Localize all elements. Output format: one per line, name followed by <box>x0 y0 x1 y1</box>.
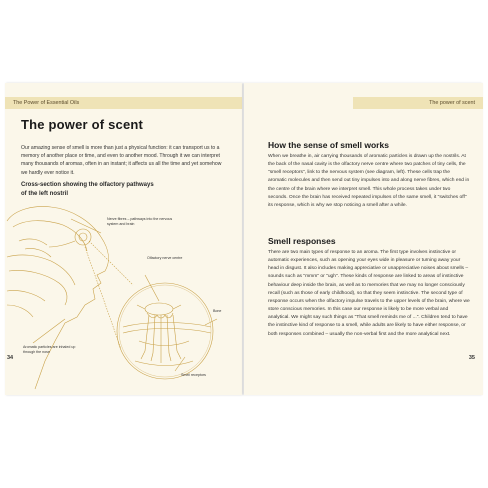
page-number-right: 35 <box>468 355 475 361</box>
right-running-header: The power of scent <box>353 97 483 109</box>
page-title: The power of scent <box>21 117 144 132</box>
label-aromatic-particles: Aromatic particles are inhaled up through the nose <box>23 345 76 354</box>
section-heading-smell-responses: Smell responses <box>268 236 336 246</box>
figure-caption: Cross-section showing the olfactory pathways of the left nostril <box>21 182 154 197</box>
section-heading-how-smell-works: How the sense of smell works <box>268 140 389 150</box>
page-number-left: 34 <box>7 355 14 361</box>
right-page <box>244 83 483 395</box>
left-page <box>5 83 242 395</box>
olfactory-illustration <box>5 201 242 391</box>
label-bone: Bone <box>213 309 222 313</box>
section-text-smell-responses: There are two main types of response to an aroma. The first type involves instinctive or automatic experiences, such as opening your eyes wide in pleasure or turning away your head in disgust. It also includes making appreciative or unappreciative noises about smells – sounds such as "mmm" or "ugh". These kinds of response are linked to areas of instinctive behaviour deep inside the brain, as well as to memories that we may no longer consciously recall (such as those of early childhood), so that they seem instinctive. The second type of response occurs when the olfactory impulse travels to the upper levels of the brain, where we store conscious memories. In this case our response is likely to be more verbal and analytical. We might say such things as "That smell reminds me of ...". Children tend to have the instinctive kind of response to a smell, while adults are likely to have either response, or both responses combined – usually the non-verbal first and the more analytical next. <box>268 250 470 337</box>
label-smell-receptors: Smell receptors <box>181 373 206 377</box>
section-text-how-smell-works: When we breathe in, air carrying thousands of aromatic particles is drawn up the nostrils. At the back of the nasal cavity is the olfactory nerve centre where two patches of tiny cells, the "smell receptors", link to the nervous system (see diagram, left). These cells trap the aromatic molecules and then send out tiny impulses into and along nerve fibres, which end in the centre of the brain where we interpret smell. This whole process takes under two seconds. Once the brain has received repeated impulses of the same smell, it "switches off" its response, which is why we stop noticing a smell after a while. <box>268 154 470 208</box>
intro-paragraph: Our amazing sense of smell is more than just a physical function: it can transport us to a memory of another place or time, and even to another mood. Through it we can interpret many thousands of aromas, often in an instant; it affects us all the time and yet somehow we hardly ever notice it. <box>21 145 222 176</box>
label-nerve-fibres: Nerve fibres – pathways into the nervous system and brain <box>107 217 173 226</box>
left-running-header: The Power of Essential Oils <box>5 97 242 109</box>
label-olfactory-nerve-centre: Olfactory nerve centre <box>147 256 183 260</box>
